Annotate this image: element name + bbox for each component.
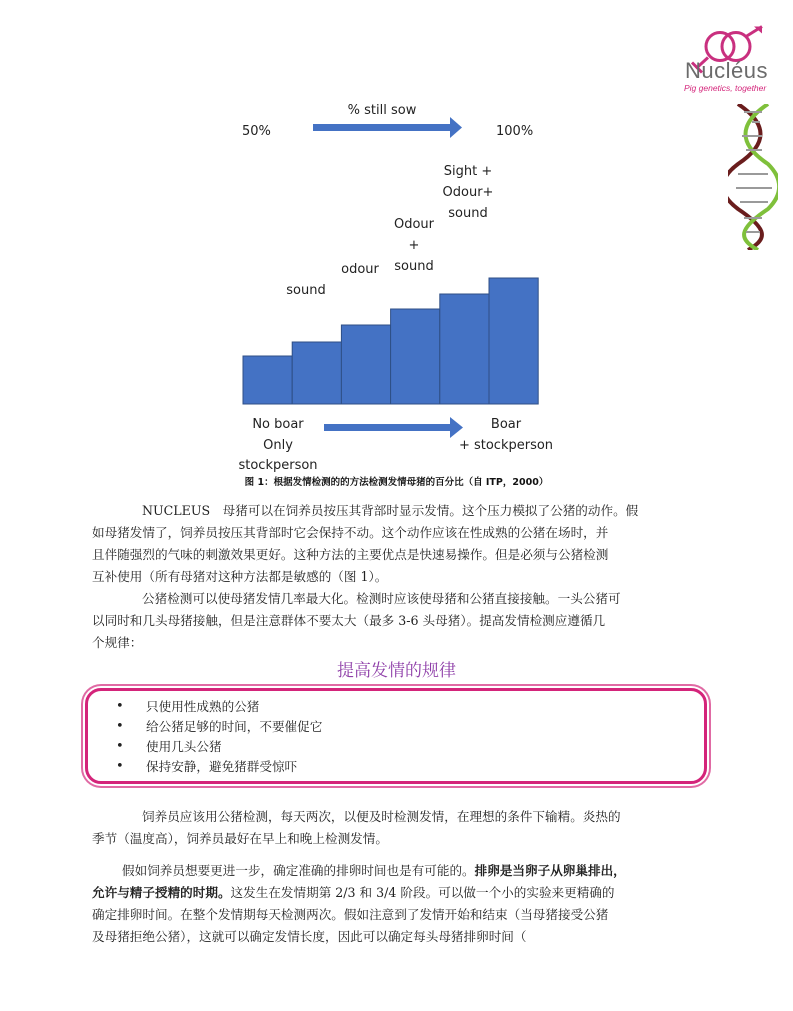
p1-line: NUCLEUS 母猪可以在饲养员按压其背部时显示发情。这个压力模拟了公猪的动作。假 bbox=[142, 503, 639, 518]
bar-label-2-line-1: odour bbox=[341, 262, 379, 277]
p4-line-1-normal: 假如饲养员想要更进一步，确定准确的排卵时间也是有可能的。 bbox=[122, 863, 475, 878]
bottom-left-line-1: No boar bbox=[252, 417, 304, 432]
logo-brand: Nucléus bbox=[685, 58, 768, 83]
rule-item: • 使用几头公猪 bbox=[116, 737, 322, 757]
bottom-arrow bbox=[324, 417, 463, 438]
bar-label-3-line-3: sound bbox=[394, 259, 434, 274]
p4-line-2-bold: 允许与精子授精的时期。 bbox=[92, 885, 231, 900]
rules-title: 提高发情的规律 bbox=[337, 661, 456, 681]
figure-caption: 图 1：根据发情检测的的方法检测发情母猪的百分比（自 ITP，2000） bbox=[244, 477, 549, 488]
p2-line: 以同时和几头母猪接触，但是注意群体不要太大（最多 3-6 头母猪）。提高发情检测应遵循几 bbox=[92, 613, 606, 628]
body-paragraph-1 bbox=[92, 500, 702, 654]
rules-list bbox=[116, 697, 322, 777]
bar-1 bbox=[243, 356, 292, 404]
p2-line: 个规律： bbox=[92, 635, 143, 650]
p3-line: 饲养员应该用公猪检测，每天两次，以便及时检测发情，在理想的条件下输精。炎热的 bbox=[142, 809, 621, 824]
top-arrow bbox=[313, 117, 462, 138]
logo-tagline: Pig genetics, together bbox=[684, 83, 767, 93]
body-paragraph-4 bbox=[92, 860, 702, 948]
bar-6 bbox=[489, 278, 538, 404]
bar-3 bbox=[341, 325, 390, 404]
bar-label-3-line-1: Odour bbox=[393, 217, 435, 232]
p1-line: 互补使用（所有母猪对这种方法都是敏感的（图 1）。 bbox=[92, 569, 388, 584]
p4-line-1-bold: 排卵是当卵子从卵巢排出， bbox=[474, 863, 626, 878]
p4-line-2-normal: 这发生在发情期第 2/3 和 3/4 阶段。可以做一个小的实验来更精确的 bbox=[230, 885, 615, 900]
p4-line: 及母猪拒绝公猪），这就可以确定发情长度，因此可以确定每头母猪排卵时间（ bbox=[92, 929, 527, 944]
bar-2 bbox=[292, 342, 341, 404]
rules-box bbox=[85, 688, 707, 784]
bar-label-4-line-3: sound bbox=[448, 206, 488, 221]
p4-line-2 bbox=[92, 882, 702, 904]
bottom-right-line-2: + stockperson bbox=[458, 438, 554, 453]
heat-detection-chart bbox=[220, 92, 580, 477]
bar-4 bbox=[391, 309, 440, 404]
top-arrow-right-label: 100% bbox=[496, 124, 534, 139]
p4-line-1 bbox=[92, 860, 702, 882]
bottom-right-line-1: Boar bbox=[490, 417, 522, 432]
rule-item: • 给公猪足够的时间，不要催促它 bbox=[116, 717, 322, 737]
bottom-left-line-3: stockperson bbox=[238, 458, 318, 473]
rule-item: • 只使用性成熟的公猪 bbox=[116, 697, 322, 717]
p4-line: 确定排卵时间。在整个发情期每天检测两次。假如注意到了发情开始和结束（当母猪接受公猪 bbox=[92, 907, 609, 922]
body-paragraph-3 bbox=[92, 806, 702, 850]
bar-5 bbox=[440, 294, 489, 404]
p1-line: 如母猪发情了，饲养员按压其背部时它会保持不动。这个动作应该在性成熟的公猪在场时，并 bbox=[92, 525, 609, 540]
top-arrow-left-label: 50% bbox=[242, 124, 271, 139]
dna-helix-icon bbox=[728, 104, 778, 250]
bar-label-4-line-1: Sight + bbox=[443, 164, 493, 179]
top-arrow-label: % still sow bbox=[347, 103, 417, 118]
p3-line: 季节（温度高），饲养员最好在早上和晚上检测发情。 bbox=[92, 831, 388, 846]
bar-label-1-line-1: sound bbox=[286, 283, 326, 298]
bar-label-4-line-2: Odour+ bbox=[442, 185, 494, 200]
p1-line: 且伴随强烈的气味的刺激效果更好。这种方法的主要优点是快速易操作。但是必须与公猪检测 bbox=[92, 547, 609, 562]
p2-line: 公猪检测可以使母猪发情几率最大化。检测时应该使母猪和公猪直接接触。一头公猪可 bbox=[142, 591, 621, 606]
bottom-left-line-2: Only bbox=[263, 438, 293, 453]
rule-item: • 保持安静，避免猪群受惊吓 bbox=[116, 757, 322, 777]
bar-label-3-line-2: + bbox=[408, 238, 420, 253]
